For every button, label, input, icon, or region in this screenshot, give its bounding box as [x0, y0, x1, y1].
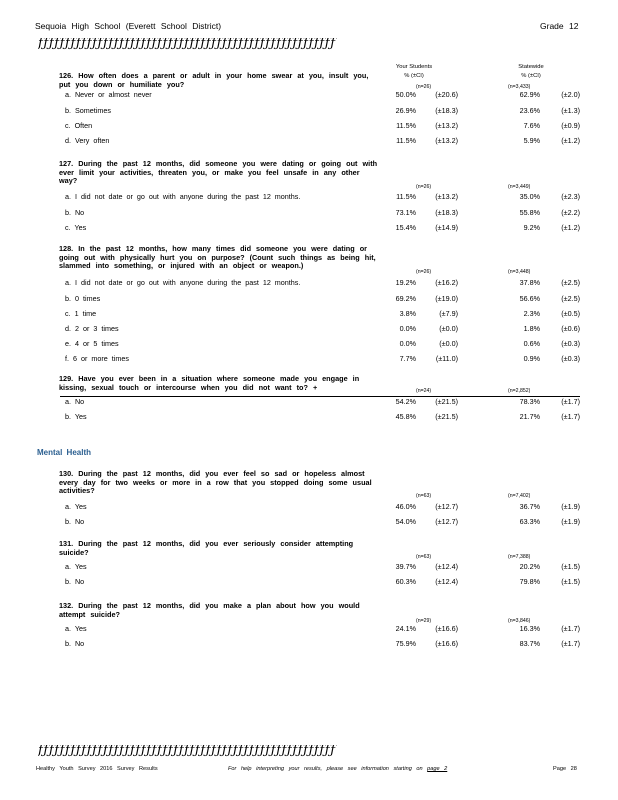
- statewide-percent: 35.0%: [519, 192, 540, 201]
- response-label: d. Very often: [65, 136, 110, 145]
- sample-size-state: (n=3,433): [508, 84, 531, 90]
- your-students-ci: (±21.5): [435, 397, 458, 406]
- your-students-ci: (±11.0): [435, 354, 458, 363]
- statewide-ci: (±0.3): [561, 339, 580, 348]
- footer-rule: ƒƒƒƒƒƒƒƒƒƒƒƒƒƒƒƒƒƒƒƒƒƒƒƒƒƒƒƒƒƒƒƒƒƒƒƒƒƒƒƒƒƒƒƒƒƒƒƒƒƒƒƒƒƒƒ: [38, 745, 336, 757]
- your-students-ci: (±13.2): [435, 121, 458, 130]
- response-row: [0, 136, 618, 148]
- footer-help-text: For help interpreting your results, please see information starting on: [228, 766, 423, 772]
- sample-size-local: (n=26): [416, 269, 432, 275]
- statewide-percent: 5.9%: [523, 136, 540, 145]
- statewide-percent: 1.8%: [523, 324, 540, 333]
- response-row: [0, 639, 618, 651]
- response-row: [0, 278, 618, 290]
- your-students-ci: (±14.9): [435, 223, 458, 232]
- your-students-percent: 15.4%: [395, 223, 416, 232]
- response-label: b. No: [65, 208, 85, 217]
- response-row: [0, 324, 618, 336]
- question-text: 130. During the past 12 months, did you ever feel so sad or hopeless almost every day for two weeks or more in a row that you stopped doing some usual activities?: [59, 469, 372, 496]
- question-text: 132. During the past 12 months, did you make a plan about how you would attempt suicide?: [59, 601, 360, 619]
- statewide-ci: (±1.2): [561, 223, 580, 232]
- response-label: b. No: [65, 577, 85, 586]
- your-students-percent: 60.3%: [395, 577, 416, 586]
- statewide-ci: (±0.6): [561, 324, 580, 333]
- response-label: a. I did not date or go out with anyone during the past 12 months.: [65, 192, 301, 201]
- response-label: f. 6 or more times: [65, 354, 129, 363]
- your-students-ci: (±18.3): [435, 106, 458, 115]
- sample-size-state: (n=2,852): [508, 388, 531, 394]
- statewide-percent: 55.8%: [519, 208, 540, 217]
- your-students-percent: 19.2%: [395, 278, 416, 287]
- statewide-ci: (±1.3): [561, 106, 580, 115]
- response-label: d. 2 or 3 times: [65, 324, 119, 333]
- sample-size-local: (n=24): [416, 388, 432, 394]
- your-students-ci: (±12.4): [435, 577, 458, 586]
- statewide-ci: (±2.5): [561, 278, 580, 287]
- sample-size-state: (n=7,402): [508, 493, 531, 499]
- question-text: 126. How often does a parent or adult in your home swear at you, insult you, put you down or humiliate you?: [59, 71, 369, 89]
- statewide-percent: 2.3%: [523, 309, 540, 318]
- statewide-ci: (±1.9): [561, 502, 580, 511]
- statewide-ci: (±0.3): [561, 354, 580, 363]
- your-students-ci: (±12.7): [435, 517, 458, 526]
- statewide-percent: 21.7%: [519, 412, 540, 421]
- statewide-ci: (±0.5): [561, 309, 580, 318]
- your-students-percent: 46.0%: [395, 502, 416, 511]
- statewide-header: Statewide: [518, 64, 544, 70]
- sample-size-local: (n=29): [416, 618, 432, 624]
- response-row: [0, 309, 618, 321]
- response-row: [0, 339, 618, 351]
- response-label: a. Never or almost never: [65, 90, 152, 99]
- your-students-ci: (±13.2): [435, 136, 458, 145]
- response-label: a. I did not date or go out with anyone during the past 12 months.: [65, 278, 301, 287]
- report-school-title: Sequoia High School (Everett School District): [35, 21, 222, 31]
- response-label: b. No: [65, 517, 85, 526]
- your-students-percent: 73.1%: [395, 208, 416, 217]
- response-row: [0, 624, 618, 636]
- your-students-percent: 0.0%: [399, 324, 416, 333]
- statewide-percent: 36.7%: [519, 502, 540, 511]
- response-row: [0, 354, 618, 366]
- response-row: [0, 90, 618, 102]
- your-students-header: Your Students: [395, 64, 433, 70]
- question-text: 127. During the past 12 months, did someone you were dating or going out with ever limit your activities, threaten you, or make you feel unsafe in any other way?: [59, 159, 378, 186]
- your-students-ci: (±0.0): [439, 324, 458, 333]
- your-students-ci: (±16.6): [435, 639, 458, 648]
- your-students-percent: 11.5%: [396, 136, 416, 145]
- your-students-percent: 54.0%: [395, 517, 416, 526]
- response-label: b. 0 times: [65, 294, 101, 303]
- your-students-ci: (±21.5): [435, 412, 458, 421]
- statewide-percent: 0.9%: [523, 354, 540, 363]
- statewide-percent: 7.6%: [523, 121, 540, 130]
- your-students-percent: 69.2%: [395, 294, 416, 303]
- sample-size-local: (n=63): [416, 554, 432, 560]
- statewide-ci: (±0.9): [561, 121, 580, 130]
- header-rule: ƒƒƒƒƒƒƒƒƒƒƒƒƒƒƒƒƒƒƒƒƒƒƒƒƒƒƒƒƒƒƒƒƒƒƒƒƒƒƒƒƒƒƒƒƒƒƒƒƒƒƒƒƒƒƒ: [38, 38, 336, 50]
- statewide-ci: (±1.2): [561, 136, 580, 145]
- response-row: [0, 192, 618, 204]
- your-students-percent: 11.5%: [396, 121, 416, 130]
- statewide-percent: 83.7%: [519, 639, 540, 648]
- response-label: a. Yes: [65, 624, 87, 633]
- your-students-percent: 54.2%: [395, 397, 416, 406]
- your-students-ci: (±16.6): [435, 624, 458, 633]
- statewide-percent: 37.8%: [519, 278, 540, 287]
- your-students-percent: 75.9%: [395, 639, 416, 648]
- statewide-percent: 78.3%: [519, 397, 540, 406]
- sample-size-state: (n=3,449): [508, 184, 531, 190]
- response-row: [0, 294, 618, 306]
- your-students-percent: 24.1%: [395, 624, 416, 633]
- response-label: b. Sometimes: [65, 106, 111, 115]
- footer-page-link[interactable]: page 2: [427, 766, 448, 772]
- response-row: [0, 577, 618, 589]
- statewide-ci: (±1.7): [561, 624, 580, 633]
- your-students-ci: (±13.2): [435, 192, 458, 201]
- your-students-percent: 7.7%: [399, 354, 416, 363]
- statewide-unit: % (±CI): [521, 73, 541, 79]
- your-students-ci: (±20.6): [435, 90, 458, 99]
- response-row: [0, 121, 618, 133]
- footer-survey-title: Healthy Youth Survey 2016 Survey Results: [36, 766, 158, 772]
- sample-size-local: (n=26): [416, 84, 432, 90]
- your-students-ci: (±16.2): [435, 278, 458, 287]
- statewide-percent: 9.2%: [523, 223, 540, 232]
- statewide-ci: (±2.2): [561, 208, 580, 217]
- response-row: [0, 412, 618, 424]
- response-label: e. 4 or 5 times: [65, 339, 119, 348]
- your-students-ci: (±0.0): [439, 339, 458, 348]
- response-row: [0, 562, 618, 574]
- response-label: c. 1 time: [65, 309, 97, 318]
- statewide-ci: (±2.3): [561, 192, 580, 201]
- your-students-ci: (±18.3): [435, 208, 458, 217]
- your-students-percent: 3.8%: [399, 309, 416, 318]
- your-students-percent: 11.5%: [396, 192, 416, 201]
- statewide-percent: 79.8%: [519, 577, 540, 586]
- your-students-ci: (±12.4): [435, 562, 458, 571]
- response-label: b. Yes: [65, 412, 87, 421]
- your-students-ci: (±7.9): [439, 309, 458, 318]
- sample-size-local: (n=26): [416, 184, 432, 190]
- question-text: 131. During the past 12 months, did you ever seriously consider attempting suicide?: [59, 539, 354, 557]
- sample-size-state: (n=3,448): [508, 269, 531, 275]
- response-label: c. Yes: [65, 223, 87, 232]
- statewide-percent: 20.2%: [519, 562, 540, 571]
- response-label: a. Yes: [65, 502, 87, 511]
- response-row: [0, 223, 618, 235]
- statewide-ci: (±1.7): [561, 397, 580, 406]
- statewide-ci: (±1.5): [561, 577, 580, 586]
- statewide-ci: (±1.5): [561, 562, 580, 571]
- your-students-percent: 50.0%: [395, 90, 416, 99]
- your-students-percent: 0.0%: [399, 339, 416, 348]
- divider-line: [60, 396, 580, 397]
- sample-size-state: (n=3,846): [508, 618, 531, 624]
- your-students-ci: (±19.0): [435, 294, 458, 303]
- response-label: c. Often: [65, 121, 93, 130]
- question-text: 128. In the past 12 months, how many times did someone you were dating or going out with physically hurt you on purpose? (Count such things as being hit, slammed into something, or injured with an object or weapon.): [59, 244, 376, 271]
- question-text: 129. Have you ever been in a situation where someone made you engage in kissing, sexual touch or intercourse when you did not want to? +: [59, 374, 360, 392]
- response-label: b. No: [65, 639, 85, 648]
- response-row: [0, 397, 618, 409]
- your-students-ci: (±12.7): [435, 502, 458, 511]
- response-label: a. No: [65, 397, 85, 406]
- statewide-percent: 63.3%: [519, 517, 540, 526]
- footer-help-note: [228, 766, 447, 772]
- statewide-ci: (±1.7): [561, 639, 580, 648]
- statewide-percent: 56.6%: [519, 294, 540, 303]
- statewide-ci: (±2.0): [561, 90, 580, 99]
- response-row: [0, 208, 618, 220]
- sample-size-state: (n=7,388): [508, 554, 531, 560]
- section-heading-mental-health: Mental Health: [37, 448, 92, 457]
- statewide-ci: (±1.9): [561, 517, 580, 526]
- response-row: [0, 517, 618, 529]
- sample-size-local: (n=63): [416, 493, 432, 499]
- grade-label: Grade 12: [540, 21, 579, 31]
- response-label: a. Yes: [65, 562, 87, 571]
- page-number: Page 28: [553, 766, 577, 772]
- your-students-percent: 26.9%: [395, 106, 416, 115]
- your-students-percent: 45.8%: [395, 412, 416, 421]
- response-row: [0, 502, 618, 514]
- your-students-percent: 39.7%: [395, 562, 416, 571]
- response-row: [0, 106, 618, 118]
- statewide-percent: 0.6%: [523, 339, 540, 348]
- your-students-unit: % (±CI): [404, 73, 424, 79]
- statewide-ci: (±1.7): [561, 412, 580, 421]
- statewide-percent: 62.9%: [519, 90, 540, 99]
- statewide-percent: 16.3%: [519, 624, 540, 633]
- statewide-percent: 23.6%: [519, 106, 540, 115]
- statewide-ci: (±2.5): [561, 294, 580, 303]
